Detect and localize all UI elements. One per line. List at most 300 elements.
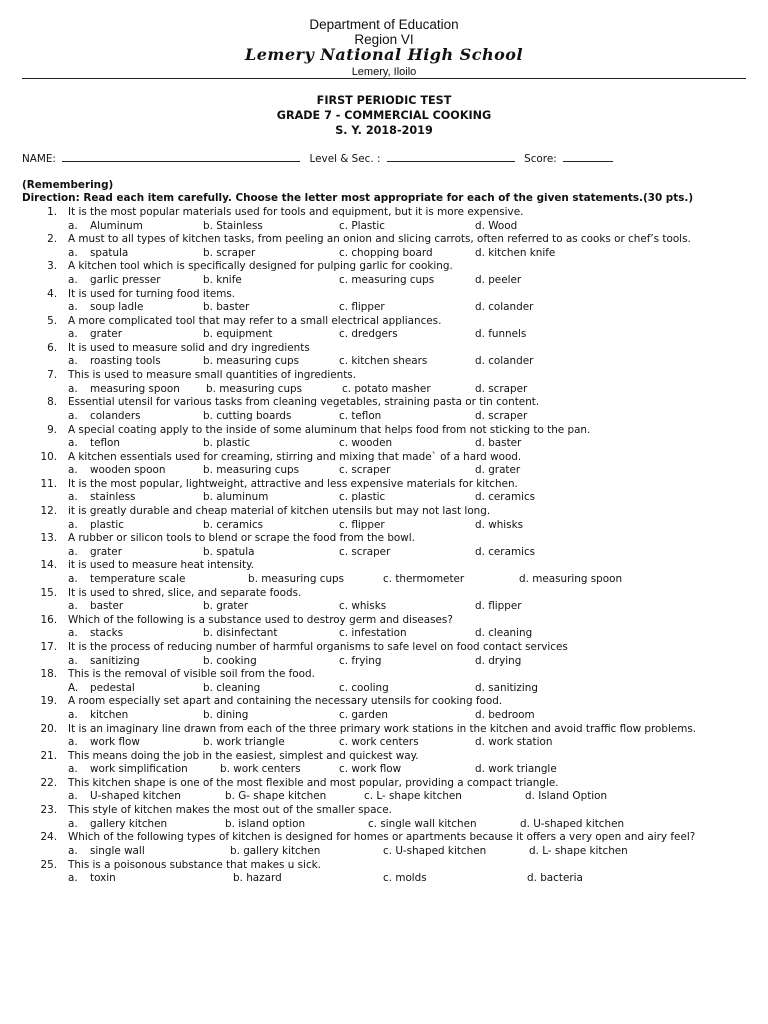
answer-option[interactable] xyxy=(525,790,607,802)
option-letter: a. xyxy=(68,273,78,286)
option-letter: a. xyxy=(68,545,78,558)
question-text: it is used to measure heat intensity. xyxy=(68,559,255,572)
option-text: d. bedroom xyxy=(475,708,535,721)
option-text: d. peeler xyxy=(475,273,522,286)
question-item xyxy=(0,614,768,641)
option-text: kitchen xyxy=(90,708,129,721)
option-letter: a. xyxy=(68,654,78,667)
option-text: Aluminum xyxy=(90,219,143,232)
answer-option[interactable] xyxy=(68,464,165,476)
answer-option[interactable] xyxy=(203,600,248,612)
option-text: b. cooking xyxy=(203,654,257,667)
option-text: b. grater xyxy=(203,600,249,613)
option-text: b. island option xyxy=(225,817,306,830)
option-letter: a. xyxy=(68,872,78,884)
question-text: A kitchen essentials used for creaming, stirring and mixing that made` of a hard wood. xyxy=(68,450,522,463)
question-number: 7. xyxy=(47,369,57,382)
question-item xyxy=(0,451,768,478)
answer-option[interactable] xyxy=(339,736,419,748)
answer-option[interactable] xyxy=(339,709,388,721)
question-number: 23. xyxy=(40,804,57,817)
answer-option[interactable] xyxy=(203,247,255,259)
option-text: c. molds xyxy=(383,872,427,884)
region-name: Region VI xyxy=(354,32,414,47)
answer-option[interactable] xyxy=(475,464,520,476)
option-text: b. G- shape kitchen xyxy=(225,790,327,803)
question-text: Which of the following is a substance used to destroy germ and diseases? xyxy=(68,613,453,626)
answer-option[interactable] xyxy=(203,328,272,340)
answer-option[interactable] xyxy=(339,491,385,503)
option-text: c. scraper xyxy=(339,545,391,558)
question-number: 13. xyxy=(40,532,57,545)
question-item xyxy=(0,831,768,858)
option-text: b. hazard xyxy=(233,872,282,884)
question-item xyxy=(0,559,768,586)
answer-option[interactable] xyxy=(225,818,305,830)
answer-option[interactable] xyxy=(225,790,326,802)
option-text: c. work centers xyxy=(339,736,419,749)
answer-option[interactable] xyxy=(68,491,135,503)
question-text: This means doing the job in the easiest, simplest and quickest way. xyxy=(68,749,419,762)
option-text: c. kitchen shears xyxy=(339,355,428,368)
answer-option[interactable] xyxy=(475,410,527,422)
answer-option[interactable] xyxy=(339,763,401,775)
answer-option[interactable] xyxy=(68,274,161,286)
answer-option[interactable] xyxy=(339,274,434,286)
question-number: 6. xyxy=(47,341,57,354)
answer-option[interactable] xyxy=(248,573,344,585)
question-item xyxy=(0,723,768,750)
answer-option[interactable] xyxy=(68,709,128,721)
question-number: 3. xyxy=(47,260,57,273)
option-text: d. whisks xyxy=(475,518,524,531)
option-letter: a. xyxy=(68,572,78,585)
answer-option[interactable] xyxy=(368,818,477,830)
name-label: NAME: xyxy=(22,153,56,165)
answer-option[interactable] xyxy=(475,437,521,449)
answer-option[interactable] xyxy=(68,655,140,667)
question-item xyxy=(0,260,768,287)
option-text: gallery kitchen xyxy=(90,817,168,830)
option-text: b. work centers xyxy=(220,763,301,776)
score-blank[interactable] xyxy=(563,152,613,162)
answer-option[interactable] xyxy=(339,682,389,694)
option-letter: a. xyxy=(68,518,78,531)
answer-option[interactable] xyxy=(339,464,390,476)
option-letter: a. xyxy=(68,328,78,341)
option-text: b. gallery kitchen xyxy=(230,844,321,857)
option-text: wooden spoon xyxy=(90,464,166,477)
answer-option[interactable] xyxy=(203,355,299,367)
option-text: d. work triangle xyxy=(475,763,557,776)
option-text: colanders xyxy=(90,409,141,422)
option-text: c. frying xyxy=(339,654,382,667)
question-text: This is used to measure small quantities of ingredients. xyxy=(68,369,356,382)
option-text: d. kitchen knife xyxy=(475,246,556,259)
question-item xyxy=(0,859,768,886)
option-letter: a. xyxy=(68,219,78,232)
option-text: soup ladle xyxy=(90,301,144,314)
question-text: A must to all types of kitchen tasks, from peeling an onion and slicing carrots, often referred to as cooks or chef’s tools. xyxy=(68,233,691,246)
option-text: roasting tools xyxy=(90,355,161,368)
question-text: A kitchen tool which is specifically designed for pulping garlic for cooking. xyxy=(68,260,453,273)
question-item xyxy=(0,532,768,559)
option-text: single wall xyxy=(90,844,145,857)
answer-option[interactable] xyxy=(475,247,555,259)
option-text: d. ceramics xyxy=(475,491,536,504)
option-text: d. bacteria xyxy=(527,872,583,884)
question-item xyxy=(0,478,768,505)
department-name: Department of Education xyxy=(309,17,459,32)
option-text: c. chopping board xyxy=(339,246,433,259)
option-text: grater xyxy=(90,545,122,558)
test-title: FIRST PERIODIC TEST xyxy=(316,94,452,107)
question-item xyxy=(0,342,768,369)
option-text: b. measuring cups xyxy=(203,464,300,477)
answer-option[interactable] xyxy=(68,383,180,395)
answer-option[interactable] xyxy=(475,655,521,667)
answer-option[interactable] xyxy=(233,872,282,884)
answer-option[interactable] xyxy=(339,546,390,558)
question-number: 25. xyxy=(40,858,57,871)
option-text: pedestal xyxy=(90,681,135,694)
option-text: c. whisks xyxy=(339,600,387,613)
answer-option[interactable] xyxy=(68,763,188,775)
option-letter: a. xyxy=(68,355,78,368)
question-text: A special coating apply to the inside of some aluminum that helps food from not sticking to the pan. xyxy=(68,423,591,436)
option-text: U-shaped kitchen xyxy=(90,790,181,803)
answer-option[interactable] xyxy=(203,410,291,422)
answer-option[interactable] xyxy=(68,247,128,259)
answer-option[interactable] xyxy=(339,410,381,422)
question-item xyxy=(0,695,768,722)
option-letter: a. xyxy=(68,844,78,857)
option-letter: A. xyxy=(68,681,79,694)
test-subject: GRADE 7 - COMMERCIAL COOKING xyxy=(276,109,492,122)
question-number: 20. xyxy=(40,722,57,735)
question-text: This style of kitchen makes the most out of the smaller space. xyxy=(68,804,392,817)
header-divider xyxy=(22,78,746,79)
option-text: c. single wall kitchen xyxy=(368,817,477,830)
option-text: b. baster xyxy=(203,301,250,314)
answer-option[interactable] xyxy=(68,872,116,884)
question-text: A room especially set apart and containing the necessary utensils for cooking food. xyxy=(68,695,503,708)
answer-option[interactable] xyxy=(339,600,386,612)
option-text: d. measuring spoon xyxy=(519,572,623,585)
answer-option[interactable] xyxy=(475,763,557,775)
answer-option[interactable] xyxy=(342,383,431,395)
answer-option[interactable] xyxy=(383,845,486,857)
answer-option[interactable] xyxy=(527,872,583,884)
question-item xyxy=(0,505,768,532)
question-number: 21. xyxy=(40,749,57,762)
answer-option[interactable] xyxy=(339,247,433,259)
option-text: c. flipper xyxy=(339,301,385,314)
option-text: b. scraper xyxy=(203,246,256,259)
answer-option[interactable] xyxy=(339,220,385,232)
answer-option[interactable] xyxy=(68,328,122,340)
question-item xyxy=(0,206,768,233)
question-number: 16. xyxy=(40,613,57,626)
answer-option[interactable] xyxy=(206,383,302,395)
answer-option[interactable] xyxy=(475,600,522,612)
question-text: This is a poisonous substance that makes u sick. xyxy=(68,858,321,871)
answer-option[interactable] xyxy=(203,301,249,313)
option-text: d. work station xyxy=(475,736,553,749)
answer-option[interactable] xyxy=(68,790,181,802)
option-text: c. measuring cups xyxy=(339,273,435,286)
question-text: A more complicated tool that may refer to a small electrical appliances. xyxy=(68,314,442,327)
answer-option[interactable] xyxy=(203,546,255,558)
answer-option[interactable] xyxy=(339,328,398,340)
option-text: temperature scale xyxy=(90,572,186,585)
question-item xyxy=(0,424,768,451)
option-text: b. measuring cups xyxy=(206,382,303,395)
option-text: c. infestation xyxy=(339,627,407,640)
answer-option[interactable] xyxy=(203,220,263,232)
option-text: b. ceramics xyxy=(203,518,264,531)
option-text: b. plastic xyxy=(203,437,251,449)
option-text: c. wooden xyxy=(339,437,393,449)
option-letter: a. xyxy=(68,464,78,477)
answer-option[interactable] xyxy=(68,600,123,612)
option-text: b. dining xyxy=(203,708,249,721)
level-blank[interactable] xyxy=(387,152,515,162)
answer-option[interactable] xyxy=(68,818,167,830)
question-text: This kitchen shape is one of the most flexible and most popular, providing a compact triangle. xyxy=(68,776,559,789)
question-text: It is used to measure solid and dry ingredients xyxy=(68,341,310,354)
answer-option[interactable] xyxy=(475,491,535,503)
answer-option[interactable] xyxy=(68,627,123,639)
option-text: d. grater xyxy=(475,464,521,477)
answer-option[interactable] xyxy=(68,437,120,449)
option-text: b. Stainless xyxy=(203,219,263,232)
school-name: Lemery National High School xyxy=(244,45,524,64)
question-text: A rubber or silicon tools to blend or scrape the food from the bowl. xyxy=(68,532,415,545)
question-item xyxy=(0,804,768,831)
answer-option[interactable] xyxy=(475,383,527,395)
answer-option[interactable] xyxy=(220,763,301,775)
question-text: It is used to shred, slice, and separate foods. xyxy=(68,586,302,599)
answer-option[interactable] xyxy=(475,355,533,367)
answer-option[interactable] xyxy=(529,845,628,857)
option-text: d. L- shape kitchen xyxy=(529,844,628,857)
option-text: d. colander xyxy=(475,355,534,368)
option-text: plastic xyxy=(90,518,124,531)
option-letter: a. xyxy=(68,437,78,449)
option-text: c. Plastic xyxy=(339,219,385,232)
answer-option[interactable] xyxy=(475,301,533,313)
answer-option[interactable] xyxy=(203,464,299,476)
answer-option[interactable] xyxy=(475,546,535,558)
question-number: 15. xyxy=(40,586,57,599)
option-text: d. flipper xyxy=(475,600,522,613)
question-text: Which of the following types of kitchen is designed for homes or apartments because it offers a very open and airy feel? xyxy=(68,831,696,844)
option-text: d. baster xyxy=(475,437,522,449)
question-item xyxy=(0,233,768,260)
option-text: d. drying xyxy=(475,654,522,667)
option-letter: a. xyxy=(68,600,78,613)
option-letter: a. xyxy=(68,246,78,259)
answer-option[interactable] xyxy=(203,682,260,694)
answer-option[interactable] xyxy=(364,790,462,802)
question-item xyxy=(0,668,768,695)
answer-option[interactable] xyxy=(339,301,385,313)
answer-option[interactable] xyxy=(339,355,427,367)
answer-option[interactable] xyxy=(203,627,277,639)
answer-option[interactable] xyxy=(475,274,521,286)
answer-option[interactable] xyxy=(475,220,517,232)
option-text: stainless xyxy=(90,491,136,504)
answer-option[interactable] xyxy=(339,627,407,639)
answer-option[interactable] xyxy=(230,845,320,857)
option-letter: a. xyxy=(68,736,78,749)
option-text: garlic presser xyxy=(90,273,161,286)
option-text: measuring spoon xyxy=(90,382,180,395)
level-label: Level & Sec. : xyxy=(309,153,381,165)
option-text: b. spatula xyxy=(203,545,255,558)
option-text: d. colander xyxy=(475,301,534,314)
question-number: 9. xyxy=(47,423,57,436)
answer-option[interactable] xyxy=(203,709,248,721)
answer-option[interactable] xyxy=(203,491,268,503)
option-text: b. knife xyxy=(203,273,242,286)
option-text: d. scraper xyxy=(475,409,528,422)
answer-option[interactable] xyxy=(68,355,161,367)
question-text: It is used for turning food items. xyxy=(68,287,236,300)
answer-option[interactable] xyxy=(68,573,185,585)
option-letter: a. xyxy=(68,763,78,776)
option-text: c. scraper xyxy=(339,464,391,477)
question-item xyxy=(0,750,768,777)
option-text: c. flipper xyxy=(339,518,385,531)
answer-option[interactable] xyxy=(68,301,143,313)
answer-option[interactable] xyxy=(203,655,257,667)
option-text: c. work flow xyxy=(339,763,402,776)
answer-option[interactable] xyxy=(475,736,552,748)
answer-option[interactable] xyxy=(475,328,526,340)
answer-option[interactable] xyxy=(475,709,535,721)
option-text: d. Island Option xyxy=(525,790,608,803)
option-text: c. teflon xyxy=(339,409,382,422)
school-year: S. Y. 2018-2019 xyxy=(335,124,433,137)
option-letter: a. xyxy=(68,409,78,422)
school-location: Lemery, Iloilo xyxy=(351,66,417,78)
option-text: c. U-shaped kitchen xyxy=(383,844,487,857)
directions: Direction: Read each item carefully. Choose the letter most appropriate for each of the given statements.(30 pts.) xyxy=(22,192,694,204)
option-letter: a. xyxy=(68,382,78,395)
question-number: 8. xyxy=(47,396,57,409)
question-number: 12. xyxy=(40,505,57,518)
question-number: 14. xyxy=(40,559,57,572)
answer-option[interactable] xyxy=(519,573,622,585)
option-text: teflon xyxy=(90,437,120,449)
option-text: c. dredgers xyxy=(339,328,398,341)
question-number: 19. xyxy=(40,695,57,708)
answer-option[interactable] xyxy=(203,437,250,449)
question-item xyxy=(0,369,768,396)
question-item xyxy=(0,641,768,668)
option-letter: a. xyxy=(68,708,78,721)
answer-option[interactable] xyxy=(68,682,135,694)
option-text: b. cleaning xyxy=(203,681,261,694)
option-text: spatula xyxy=(90,246,129,259)
option-text: work simplification xyxy=(90,763,188,776)
option-letter: a. xyxy=(68,627,78,640)
answer-option[interactable] xyxy=(475,519,523,531)
question-number: 22. xyxy=(40,776,57,789)
option-text: b. work triangle xyxy=(203,736,285,749)
question-text: it is greatly durable and cheap material of kitchen utensils but may not last long. xyxy=(68,505,491,518)
question-text: This is the removal of visible soil from the food. xyxy=(68,668,315,681)
answer-option[interactable] xyxy=(383,872,427,884)
option-text: c. plastic xyxy=(339,491,386,504)
question-number: 10. xyxy=(40,450,57,463)
question-text: Essential utensil for various tasks from cleaning vegetables, straining pasta or tin content. xyxy=(68,396,540,409)
option-text: toxin xyxy=(90,872,116,884)
answer-option[interactable] xyxy=(339,437,392,449)
answer-option[interactable] xyxy=(68,220,143,232)
option-text: c. potato masher xyxy=(342,382,431,395)
answer-option[interactable] xyxy=(203,274,242,286)
option-text: d. ceramics xyxy=(475,545,536,558)
answer-option[interactable] xyxy=(68,546,122,558)
question-text: It is the most popular, lightweight, attractive and less expensive materials for kitchen. xyxy=(68,477,518,490)
option-text: c. cooling xyxy=(339,681,389,694)
answer-option[interactable] xyxy=(475,627,532,639)
option-text: b. measuring cups xyxy=(248,572,345,585)
answer-option[interactable] xyxy=(68,410,141,422)
answer-option[interactable] xyxy=(68,736,140,748)
option-text: d. funnels xyxy=(475,328,527,341)
option-text: b. measuring cups xyxy=(203,355,300,368)
question-list xyxy=(0,206,768,886)
question-item xyxy=(0,288,768,315)
option-text: c. L- shape kitchen xyxy=(364,790,462,803)
answer-option[interactable] xyxy=(520,818,624,830)
question-number: 11. xyxy=(40,477,57,490)
answer-option[interactable] xyxy=(475,682,538,694)
answer-option[interactable] xyxy=(203,736,285,748)
option-text: b. aluminum xyxy=(203,491,269,504)
question-number: 2. xyxy=(47,233,57,246)
question-item xyxy=(0,587,768,614)
answer-option[interactable] xyxy=(383,573,464,585)
question-number: 24. xyxy=(40,831,57,844)
option-text: d. cleaning xyxy=(475,627,533,640)
question-number: 18. xyxy=(40,668,57,681)
option-text: stacks xyxy=(90,627,123,640)
answer-option[interactable] xyxy=(339,655,381,667)
question-item xyxy=(0,315,768,342)
option-text: d. scraper xyxy=(475,382,528,395)
answer-option[interactable] xyxy=(203,519,263,531)
option-letter: a. xyxy=(68,491,78,504)
name-blank[interactable] xyxy=(62,152,300,162)
option-text: grater xyxy=(90,328,122,341)
option-text: b. equipment xyxy=(203,328,273,341)
question-number: 5. xyxy=(47,314,57,327)
option-text: d. sanitizing xyxy=(475,681,538,694)
option-text: b. cutting boards xyxy=(203,409,292,422)
answer-option[interactable] xyxy=(68,845,145,857)
answer-option[interactable] xyxy=(68,519,124,531)
answer-option[interactable] xyxy=(339,519,385,531)
option-letter: a. xyxy=(68,790,78,803)
question-item xyxy=(0,777,768,804)
option-letter: a. xyxy=(68,301,78,314)
question-text: It is the process of reducing number of harmful organisms to safe level on food contact services xyxy=(68,641,568,653)
